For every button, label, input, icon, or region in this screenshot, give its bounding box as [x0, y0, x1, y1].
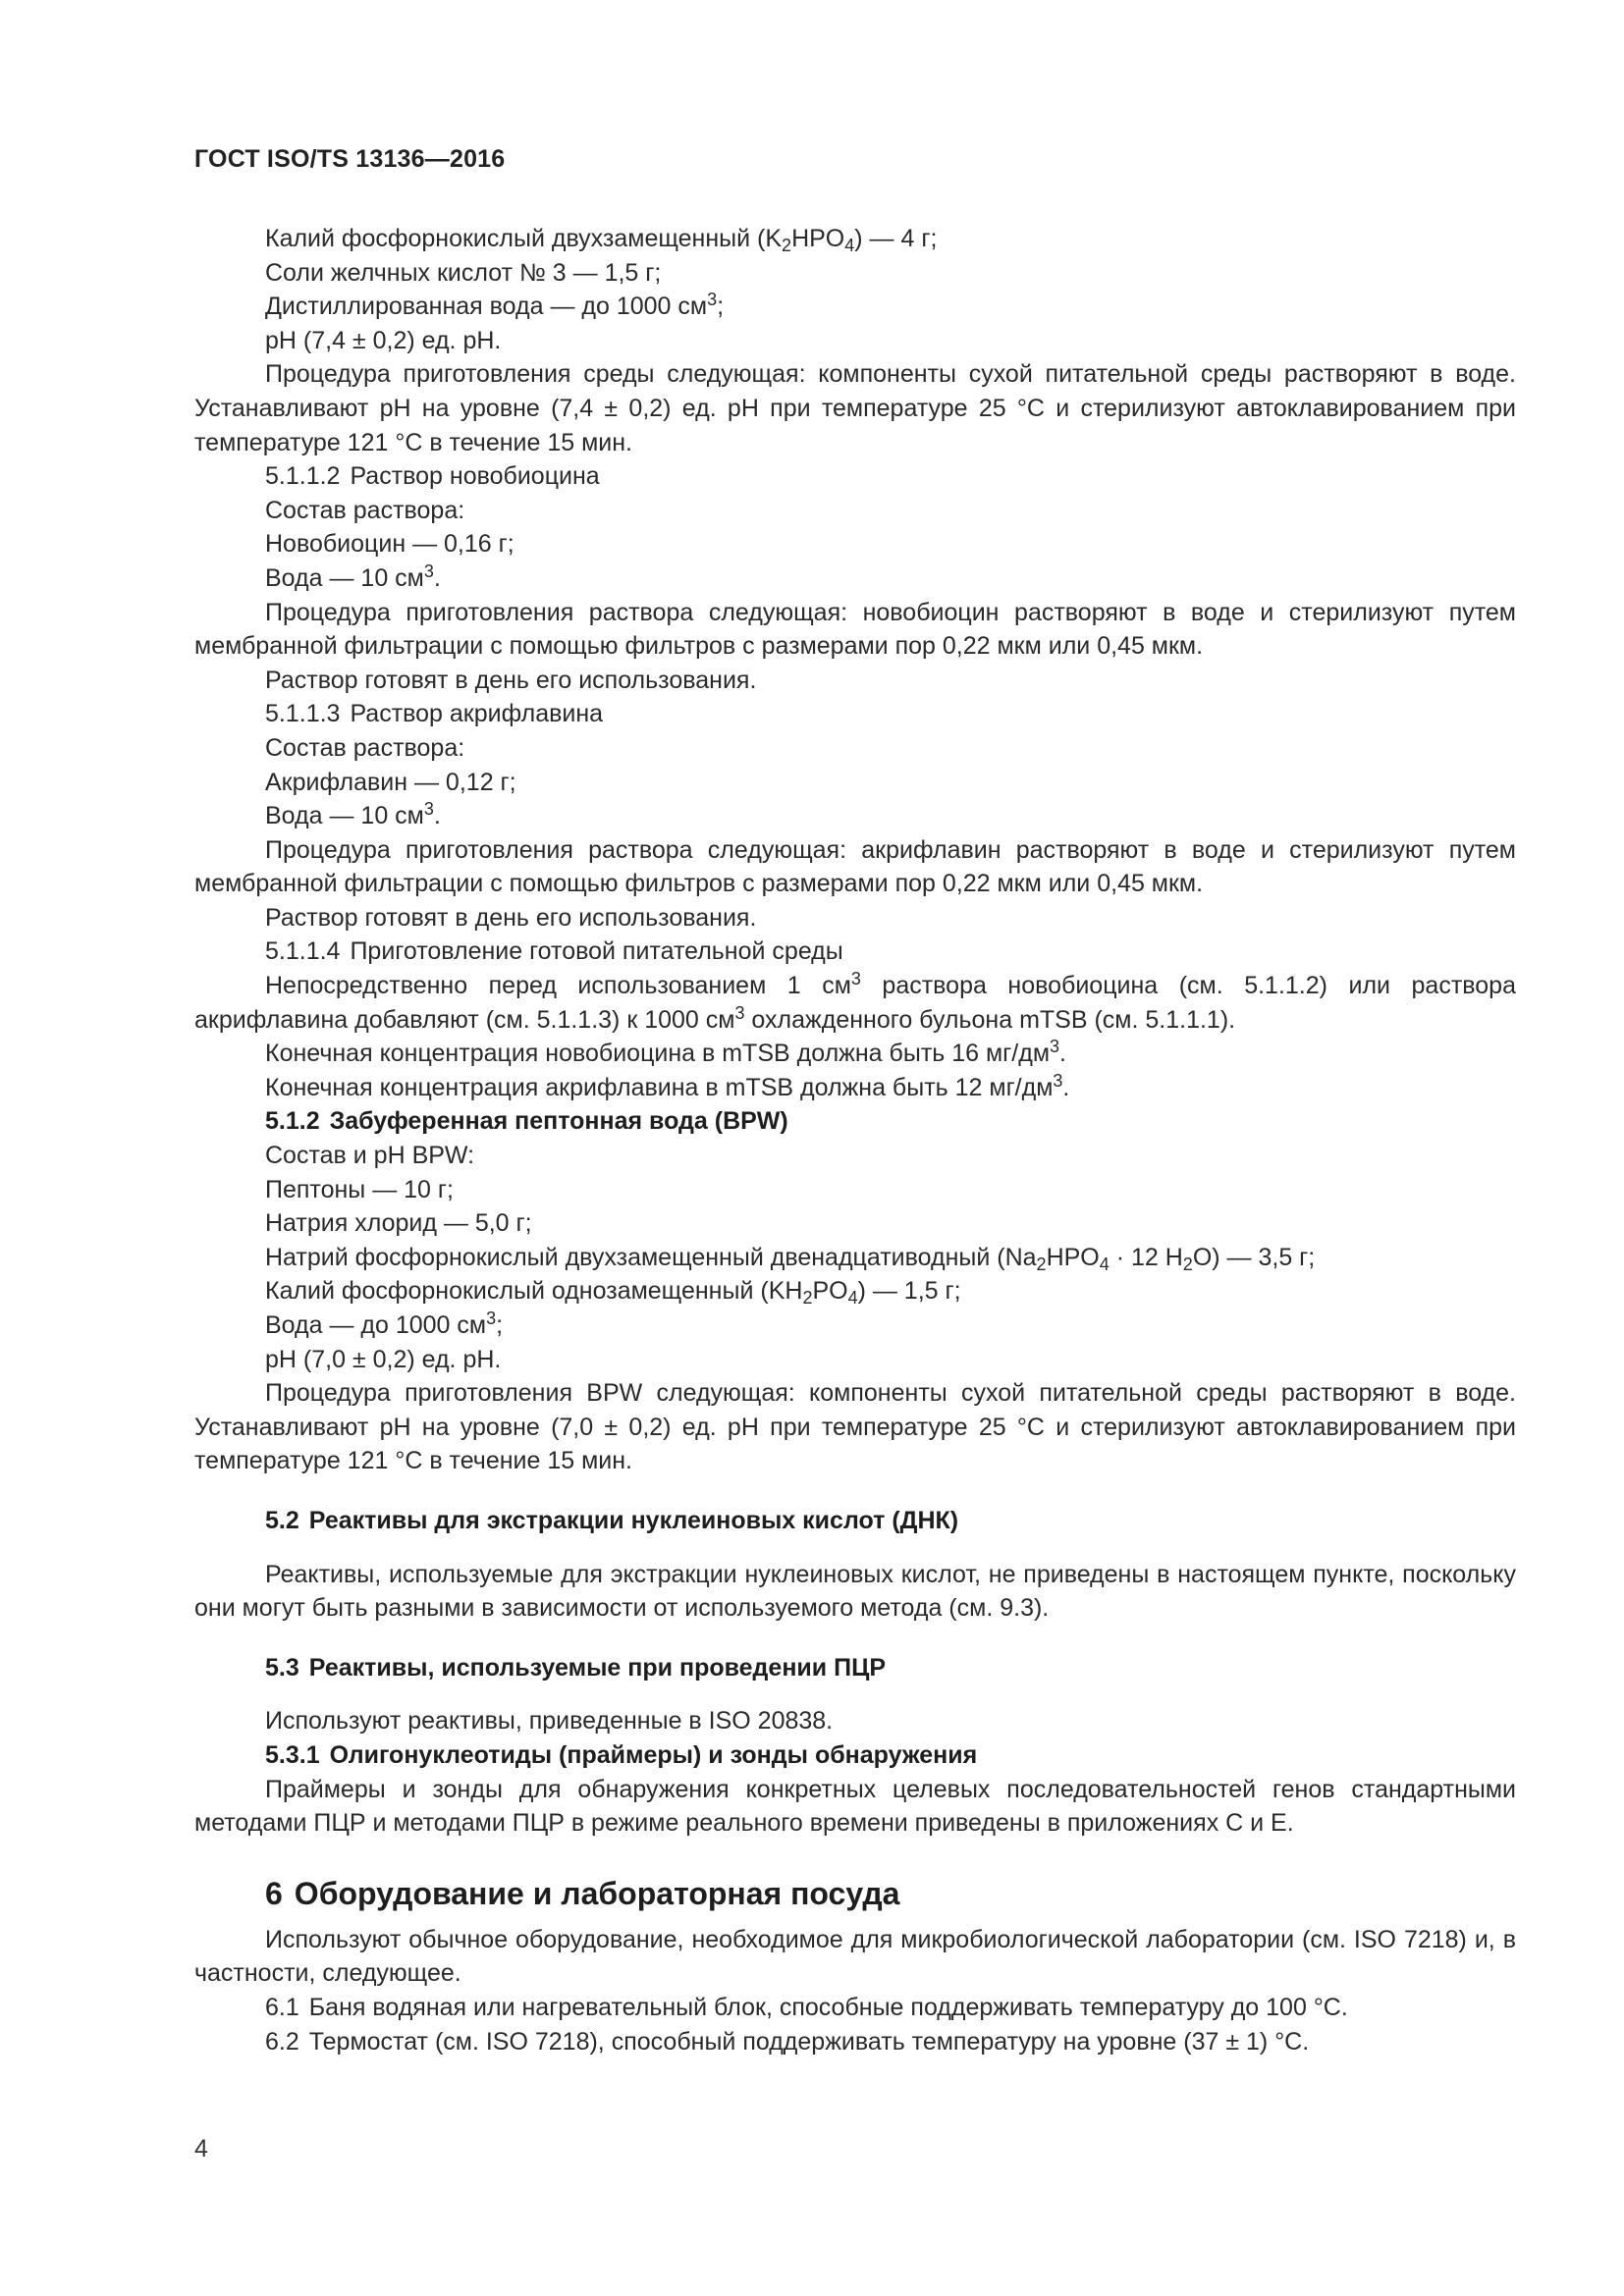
- paragraph-na2hpo4: Натрий фосфорнокислый двухзамещенный двенадцативодный ($Na_2HPO_4 \cdot 12$ $H_2O$) — 3,5 г;: [265, 1243, 1316, 1274]
- paragraph-ph-mtsb: pH (7,4 ± 0,2) ед. pH.: [265, 326, 502, 354]
- paragraph-water-10: Вода — 10 $см^3$.: [265, 799, 441, 830]
- paragraph-water-10: Вода — 10 $см^3$.: [265, 561, 441, 592]
- paragraph-composition: Состав раствора:: [265, 733, 465, 762]
- paragraph-acriflavine-amount: Акрифлавин — 0,12 г;: [265, 768, 516, 796]
- paragraph-prepare-same-day: Раствор готовят в день его использования.: [265, 666, 757, 694]
- subsection-5-1-1-3: 5.1.1.3 Раствор акрифлавина: [265, 700, 604, 728]
- document-header: ГОСТ ISO/TS 13136—2016: [194, 145, 506, 173]
- paragraph-acriflavine-procedure: Процедура приготовления раствора следующая: акрифлавин растворяют в воде и стерилизуют путем мембранной фильтрации с помощью фильтров с размерами пор 0,22 мкм или 0,45 мкм.: [194, 835, 1516, 898]
- paragraph-add-solution: Непосредственно перед использованием 1 $см^3$ раствора новобиоцина (см. 5.1.1.2) или раствора акрифлавина добавляют (см. 5.1.1.3) к 1000 $см^3$ охлажденного бульона mTSB (см. 5.1.1.1).: [194, 969, 1516, 1034]
- paragraph-mtsb-procedure: Процедура приготовления среды следующая: компоненты сухой питательной среды растворяют в воде. Устанавливают pH на уровне (7,4 ± 0,2) ед. pH при температуре 25 °С и стерилизуют автоклавированием при температуре 121 °С в течение 15 мин.: [194, 360, 1516, 456]
- paragraph-k2hpo4: Калий фосфорнокислый двухзамещенный $(K_2HPO_4)$ — 4 г;: [265, 225, 938, 256]
- page-number: 4: [194, 2135, 208, 2163]
- paragraph-acriflavine-concentration: Конечная концентрация акрифлавина в mTSB должна быть 12 $мг/дм^3$.: [265, 1070, 1070, 1101]
- paragraph-iso-20838: Используют реактивы, приведенные в ISO 20838.: [265, 1707, 834, 1735]
- paragraph-primers: Праймеры и зонды для обнаружения конкретных целевых последовательностей генов стандартными методами ПЦР и методами ПЦР в режиме реального времени приведены в приложениях С и Е.: [194, 1775, 1516, 1838]
- paragraph-distilled-water: Дистиллированная вода — до 1000 $см^3$;: [265, 290, 725, 321]
- subsection-5-1-1-2: 5.1.1.2 Раствор новобиоцина: [265, 462, 600, 491]
- paragraph-ph-bpw: pH (7,0 ± 0,2) ед. pH.: [265, 1345, 502, 1373]
- paragraph-equipment-intro: Используют обычное оборудование, необходимое для микробиологической лаборатории (см. ISO 7218) и, в частности, следующее.: [194, 1925, 1516, 1988]
- paragraph-bile-salts: Соли желчных кислот № 3 — 1,5 г;: [265, 258, 662, 287]
- paragraph-extraction-reagents: Реактивы, используемые для экстракции нуклеиновых кислот, не приведены в настоящем пункте, поскольку они могут быть разными в зависимости от используемого метода (см. 9.3).: [194, 1560, 1516, 1623]
- paragraph-kh2po4: Калий фосфорнокислый однозамещенный $(KH_2PO_4)$ — 1,5 г;: [265, 1277, 961, 1308]
- subsection-5-3-1: 5.3.1 Олигонуклеотиды (праймеры) и зонды обнаружения: [265, 1740, 978, 1769]
- subsection-5-1-2: 5.1.2 Забуференная пептонная вода (BPW): [265, 1107, 788, 1136]
- paragraph-novobiocin-amount: Новобиоцин — 0,16 г;: [265, 530, 514, 559]
- paragraph-bpw-procedure: Процедура приготовления BPW следующая: компоненты сухой питательной среды растворяют в воде. Устанавливают pH на уровне (7,0 ± 0,2) ед. pH при температуре 25 °С и стерилизуют автоклавированием при температуре 121 °С в течение 15 мин.: [194, 1379, 1516, 1475]
- paragraph-novobiocin-concentration: Конечная концентрация новобиоцина в mTSB должна быть 16 $мг/дм^3$.: [265, 1037, 1066, 1068]
- document-body: [194, 222, 1516, 2058]
- paragraph-water-1000: Вода — до 1000 $см^3$;: [265, 1308, 504, 1339]
- paragraph-sodium-chloride: Натрия хлорид — 5,0 г;: [265, 1209, 532, 1238]
- paragraph-peptones: Пептоны — 10 г;: [265, 1175, 454, 1203]
- paragraph-prepare-same-day: Раствор готовят в день его использования.: [265, 903, 757, 932]
- paragraph-composition: Состав раствора:: [265, 496, 465, 524]
- section-6-title: 6 Оборудование и лабораторная посуда: [265, 1875, 900, 1911]
- subsection-5-3: 5.3 Реактивы, используемые при проведении ПЦР: [265, 1653, 887, 1682]
- paragraph-bpw-composition: Состав и pH BPW:: [265, 1142, 475, 1170]
- paragraph-novobiocin-procedure: Процедура приготовления раствора следующая: новобиоцин растворяют в воде и стерилизуют путем мембранной фильтрации с помощью фильтров с размерами пор 0,22 мкм или 0,45 мкм.: [194, 598, 1516, 661]
- subsection-5-2: 5.2 Реактивы для экстракции нуклеиновых кислот (ДНК): [265, 1506, 959, 1534]
- item-6-2: 6.2 Термостат (см. ISO 7218), способный поддерживать температуру на уровне (37 ± 1) °С.: [265, 2027, 1310, 2056]
- subsection-5-1-1-4: 5.1.1.4 Приготовление готовой питательной среды: [265, 937, 843, 966]
- item-6-1: 6.1 Баня водяная или нагревательный блок, способные поддерживать температуру до 100 °С.: [265, 1993, 1348, 2021]
